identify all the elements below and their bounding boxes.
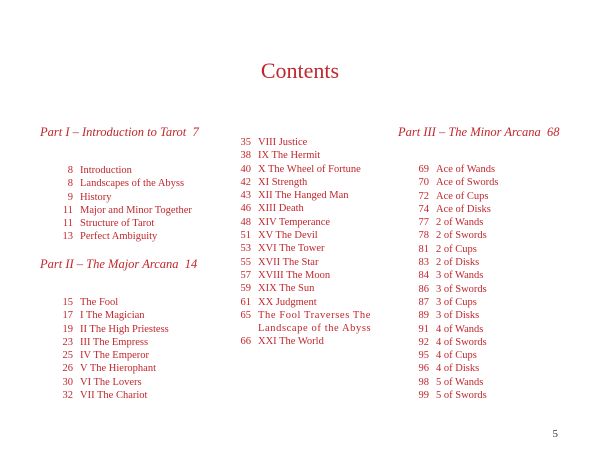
toc-entry (240, 269, 378, 282)
toc-page-number: 65 (240, 309, 251, 321)
toc-entry (418, 296, 498, 309)
toc-entry (240, 335, 378, 348)
toc-entry (240, 149, 378, 162)
toc-entry-title: 5 of Wands (436, 376, 484, 388)
toc-page-number: 91 (418, 323, 429, 335)
toc-entry (418, 283, 498, 296)
toc-page-number: 32 (62, 390, 73, 402)
toc-page-number: 26 (62, 363, 73, 375)
toc-entry-title: The Fool Traverses The Landscape of the Abyss (258, 309, 372, 335)
toc-entry-title: Ace of Wands (436, 164, 496, 175)
toc-page-number: 42 (240, 176, 251, 188)
toc-page-number: 78 (418, 230, 429, 242)
toc-entry-title: X The Wheel of Fortune (258, 163, 361, 175)
toc-page-number: 30 (62, 376, 73, 388)
toc-entry-title: XIV Temperance (258, 216, 331, 228)
toc-entry-title: 3 of Disks (436, 310, 480, 322)
toc-page-number: 81 (418, 243, 429, 255)
toc-entry-title: XVI The Tower (258, 243, 325, 255)
toc-entry (418, 349, 498, 362)
toc-entry-title: 5 of Swords (436, 390, 487, 402)
toc-entry-title: 2 of Disks (436, 257, 480, 269)
toc-entry-title: The Fool (80, 297, 119, 308)
toc-entry (240, 202, 378, 215)
toc-page-number: 25 (62, 350, 73, 362)
toc-entry-title: 4 of Disks (436, 363, 480, 375)
toc-entry-title: 2 of Wands (436, 217, 484, 229)
toc-entry (62, 336, 169, 349)
toc-page-number: 53 (240, 243, 251, 255)
toc-entry-title: 4 of Swords (436, 336, 487, 348)
part-heading-1 (40, 125, 199, 139)
toc-entry (62, 389, 169, 402)
toc-entry (418, 163, 498, 176)
toc-page-number: 13 (62, 231, 73, 243)
toc-entry-title: XV The Devil (258, 230, 318, 242)
toc-page-number: 8 (67, 165, 73, 176)
toc-entry-title: XII The Hanged Man (258, 190, 349, 202)
part-heading-page: 68 (546, 125, 560, 139)
page-title: Contents (260, 58, 340, 83)
toc-entry-title: 4 of Wands (436, 323, 484, 335)
toc-page-number: 11 (62, 218, 73, 230)
toc-entry (418, 216, 498, 229)
toc-entry-title: III The Empress (80, 336, 149, 348)
toc-entry-title: Ace of Disks (436, 203, 491, 215)
toc-page-number: 15 (62, 297, 73, 308)
part2-list-col2 (240, 136, 378, 349)
toc-page-number: 84 (418, 270, 429, 282)
toc-page-number: 86 (418, 283, 429, 295)
toc-page-number: 46 (240, 203, 251, 215)
toc-entry (62, 323, 169, 336)
part-heading-page: 14 (184, 257, 198, 271)
toc-page-number: 40 (240, 163, 251, 175)
toc-entry-title: Perfect Ambiguity (80, 231, 158, 243)
page-number: 5 (552, 428, 558, 440)
toc-entry-title: V The Hierophant (80, 363, 157, 375)
toc-entry (418, 256, 498, 269)
toc-entry (418, 269, 498, 282)
toc-entry-title: 2 of Swords (436, 230, 487, 242)
toc-entry (240, 282, 378, 295)
toc-entry (418, 376, 498, 389)
toc-entry (418, 190, 498, 203)
toc-entry-title: VII The Chariot (80, 390, 148, 402)
toc-entry (240, 176, 378, 189)
toc-entry-title: Introduction (80, 165, 132, 176)
toc-page-number: 96 (418, 363, 429, 375)
toc-entry (240, 309, 378, 336)
toc-entry (418, 309, 498, 322)
toc-entry (240, 296, 378, 309)
toc-entry (418, 243, 498, 256)
toc-entry-title: 3 of Swords (436, 283, 487, 295)
toc-entry-title: Structure of Tarot (80, 218, 155, 230)
toc-entry-title: 3 of Wands (436, 270, 484, 282)
toc-entry (240, 229, 378, 242)
toc-entry-title: XVII The Star (258, 256, 319, 268)
toc-entry (62, 204, 192, 217)
toc-entry (418, 362, 498, 375)
part-heading-2 (40, 257, 197, 271)
toc-page-number: 38 (240, 150, 251, 162)
toc-entry (67, 191, 192, 204)
toc-entry (62, 230, 192, 243)
part1-list (62, 164, 192, 244)
toc-page-number: 23 (62, 336, 73, 348)
part-heading-text: Part III – The Minor Arcana (398, 125, 541, 139)
toc-page-number: 99 (418, 390, 429, 402)
toc-entry-title: IV The Emperor (80, 350, 150, 362)
toc-entry-title: History (80, 191, 112, 203)
toc-page-number: 95 (418, 350, 429, 362)
toc-page-number: 55 (240, 256, 251, 268)
part-heading-text: Part II – The Major Arcana (40, 257, 179, 271)
part-heading-3 (398, 125, 559, 139)
part-heading-page: 7 (192, 125, 199, 139)
toc-page-number: 11 (62, 204, 73, 216)
toc-entry-title: VI The Lovers (80, 376, 142, 388)
toc-entry (67, 177, 192, 190)
toc-entry-title: Landscapes of the Abyss (80, 178, 185, 190)
toc-page-number: 98 (418, 376, 429, 388)
toc-entry (418, 336, 498, 349)
toc-page-number: 8 (67, 178, 73, 190)
toc-entry-title: Ace of Cups (436, 190, 489, 202)
toc-entry-title: 2 of Cups (436, 243, 477, 255)
toc-page-number: 74 (418, 203, 429, 215)
toc-entry (240, 216, 378, 229)
toc-page-number: 57 (240, 269, 251, 281)
part3-list (418, 163, 499, 402)
toc-page-number: 9 (67, 191, 73, 203)
toc-page-number: 69 (418, 164, 429, 175)
toc-entry (62, 376, 169, 389)
toc-entry-title: XXI The World (258, 336, 324, 348)
toc-page-number: 83 (418, 257, 429, 269)
toc-page-number: 59 (240, 283, 251, 295)
toc-entry (418, 323, 498, 336)
toc-entry (240, 242, 378, 255)
toc-page-number: 61 (240, 296, 251, 308)
toc-entry (240, 136, 378, 149)
toc-page-number: 70 (418, 177, 429, 189)
toc-page-number: 51 (240, 230, 251, 242)
toc-page-number: 48 (240, 216, 251, 228)
toc-entry (240, 256, 378, 269)
toc-entry-title: 4 of Cups (436, 350, 477, 362)
toc-entry-title: Major and Minor Together (80, 204, 192, 216)
toc-entry (418, 203, 498, 216)
toc-entry (240, 163, 378, 176)
toc-entry-title: 3 of Cups (436, 296, 477, 308)
toc-entry-title: IX The Hermit (258, 150, 321, 162)
toc-entry (67, 164, 192, 177)
toc-entry (418, 176, 499, 189)
toc-page-number: 43 (240, 190, 251, 202)
toc-entry-title: XVIII The Moon (258, 269, 331, 281)
toc-entry-title: II The High Priestess (80, 323, 169, 335)
toc-entry-title: Ace of Swords (436, 177, 499, 189)
toc-entry-title: I The Magician (80, 310, 145, 322)
toc-page-number: 77 (418, 217, 429, 229)
toc-page-number: 89 (418, 310, 429, 322)
toc-entry (418, 389, 498, 402)
toc-entry (62, 362, 169, 375)
toc-entry-title: XIX The Sun (258, 283, 315, 295)
toc-entry (62, 309, 169, 322)
toc-entry-title: XX Judgment (258, 296, 317, 308)
toc-page-number: 72 (418, 190, 429, 202)
toc-page-number: 35 (240, 137, 251, 148)
toc-entry-title: VIII Justice (258, 137, 308, 148)
toc-entry-title: XIII Death (258, 203, 304, 215)
toc-page-number: 17 (62, 310, 73, 322)
toc-entry (62, 217, 192, 230)
toc-entry (62, 296, 169, 309)
part2-list-col1 (62, 296, 169, 402)
toc-page-number: 92 (418, 336, 429, 348)
toc-page-number: 19 (62, 323, 73, 335)
toc-entry (418, 229, 498, 242)
toc-entry (62, 349, 169, 362)
toc-page-number: 87 (418, 296, 429, 308)
toc-entry-title: XI Strength (258, 176, 308, 188)
part-heading-text: Part I – Introduction to Tarot (40, 125, 187, 139)
toc-page-number: 66 (240, 336, 251, 348)
toc-entry (240, 189, 378, 202)
